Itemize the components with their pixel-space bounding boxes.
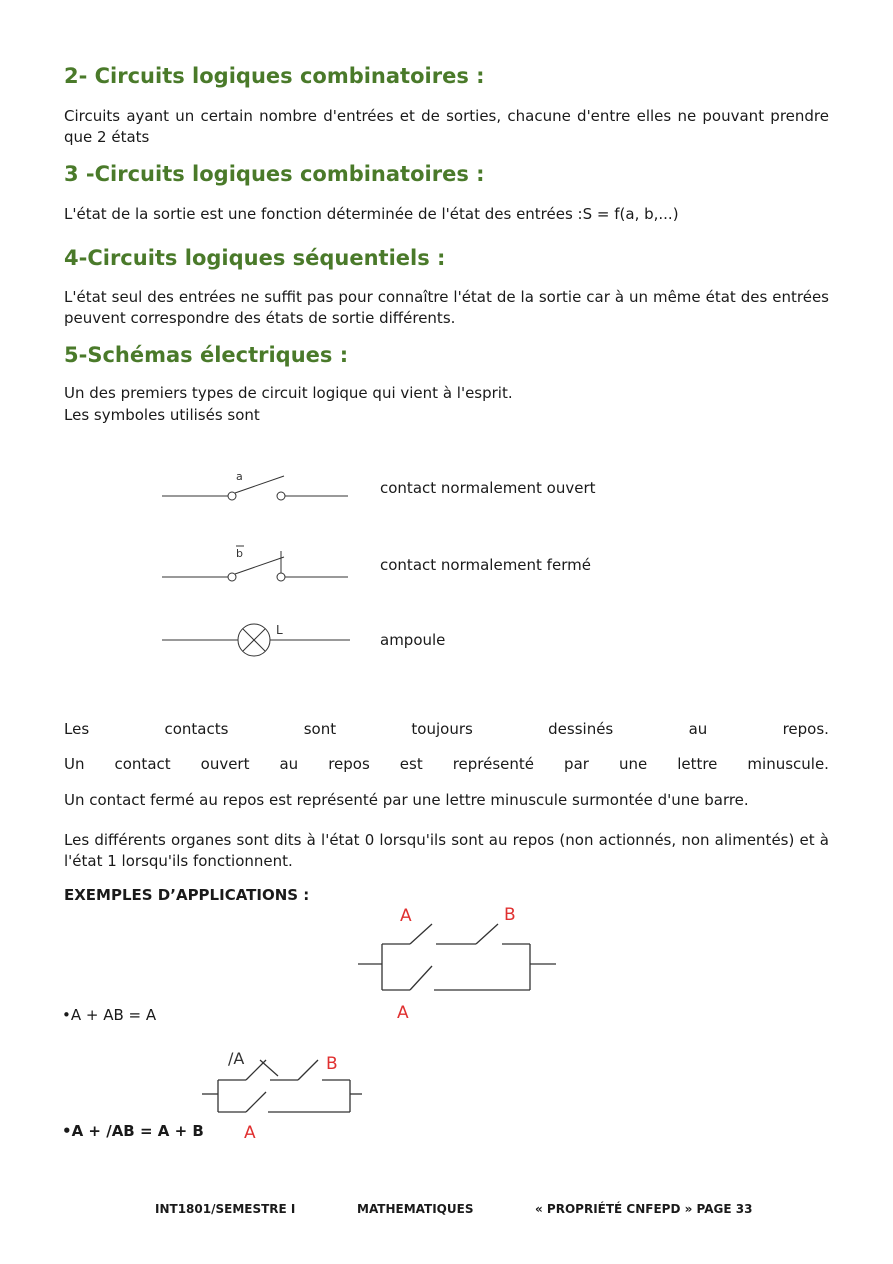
footer-left: INT1801/SEMESTRE I — [155, 1202, 296, 1216]
word: est — [399, 755, 423, 773]
symbol-label-lamp: ampoule — [380, 631, 446, 649]
footer-right: « PROPRIÉTÉ CNFEPD » PAGE 33 — [535, 1202, 753, 1216]
lamp-letter-l: L — [276, 623, 283, 637]
section-4-title: 4-Circuits logiques séquentiels : — [64, 246, 446, 270]
word: Les — [64, 720, 90, 738]
contact-letter-b: b — [236, 547, 243, 560]
ex2-label-a: A — [244, 1123, 256, 1142]
contact-letter-a: a — [236, 470, 243, 483]
ex1-label-a-top: A — [400, 906, 412, 926]
section-5-line2: Les symboles utilisés sont — [64, 406, 260, 424]
word: dessinés — [548, 720, 614, 738]
word: toujours — [411, 720, 473, 738]
example-2-formula: •A + /AB = A + B — [62, 1122, 204, 1140]
footer-center: MATHEMATIQUES — [357, 1202, 474, 1216]
example-2-schematic — [198, 1046, 368, 1142]
section-5-line1: Un des premiers types de circuit logique qui vient à l'esprit. — [64, 384, 513, 402]
ex1-label-b: B — [504, 905, 516, 925]
ex1-label-a-bottom: A — [397, 1003, 409, 1023]
examples-heading: EXEMPLES D’APPLICATIONS : — [64, 886, 310, 904]
rule-line-3: Un contact fermé au repos est représenté par une lettre minuscule surmontée d'une barre. — [64, 791, 749, 809]
word: par — [564, 755, 589, 773]
symbol-label-open: contact normalement ouvert — [380, 479, 596, 497]
word: contacts — [164, 720, 229, 738]
word: repos — [328, 755, 370, 773]
section-3-text: L'état de la sortie est une fonction déterminée de l'état des entrées :S = f(a, b,...) — [64, 205, 679, 223]
rule-line-2 — [64, 755, 829, 773]
section-2-text: Circuits ayant un certain nombre d'entrées et de sorties, chacune d'entre elles ne pouvant prendre que 2 états — [64, 107, 829, 146]
section-2-title: 2- Circuits logiques combinatoires : — [64, 64, 485, 88]
rule-paragraph: Les différents organes sont dits à l'état 0 lorsqu'ils sont au repos (non actionnés, non alimentés) et à l'état 1 lorsqu'ils fonctionnent. — [64, 831, 829, 870]
word: au — [279, 755, 299, 773]
word: minuscule. — [747, 755, 829, 773]
ex2-label-b: B — [326, 1054, 338, 1074]
word: Un — [64, 755, 85, 773]
lamp-symbol — [160, 620, 352, 660]
section-4-text: L'état seul des entrées ne suffit pas pour connaître l'état de la sortie car à un même état des entrées peuvent correspondre des états de sortie différents. — [64, 288, 829, 327]
section-3-title: 3 -Circuits logiques combinatoires : — [64, 162, 485, 186]
symbol-label-closed: contact normalement fermé — [380, 556, 591, 574]
word: une — [618, 755, 648, 773]
word: lettre — [677, 755, 718, 773]
section-5-title: 5-Schémas électriques : — [64, 343, 349, 367]
ex2-label-not-a: /A — [228, 1049, 245, 1068]
word: ouvert — [200, 755, 250, 773]
example-1-formula: •A + AB = A — [62, 1006, 157, 1024]
normally-closed-contact-symbol — [160, 543, 352, 585]
word: au — [688, 720, 708, 738]
word: contact — [114, 755, 171, 773]
word: représenté — [452, 755, 535, 773]
rule-line-1 — [64, 720, 829, 738]
word: sont — [303, 720, 337, 738]
normally-open-contact-symbol — [160, 466, 352, 506]
word: repos. — [782, 720, 829, 738]
example-1-schematic — [352, 900, 562, 1024]
